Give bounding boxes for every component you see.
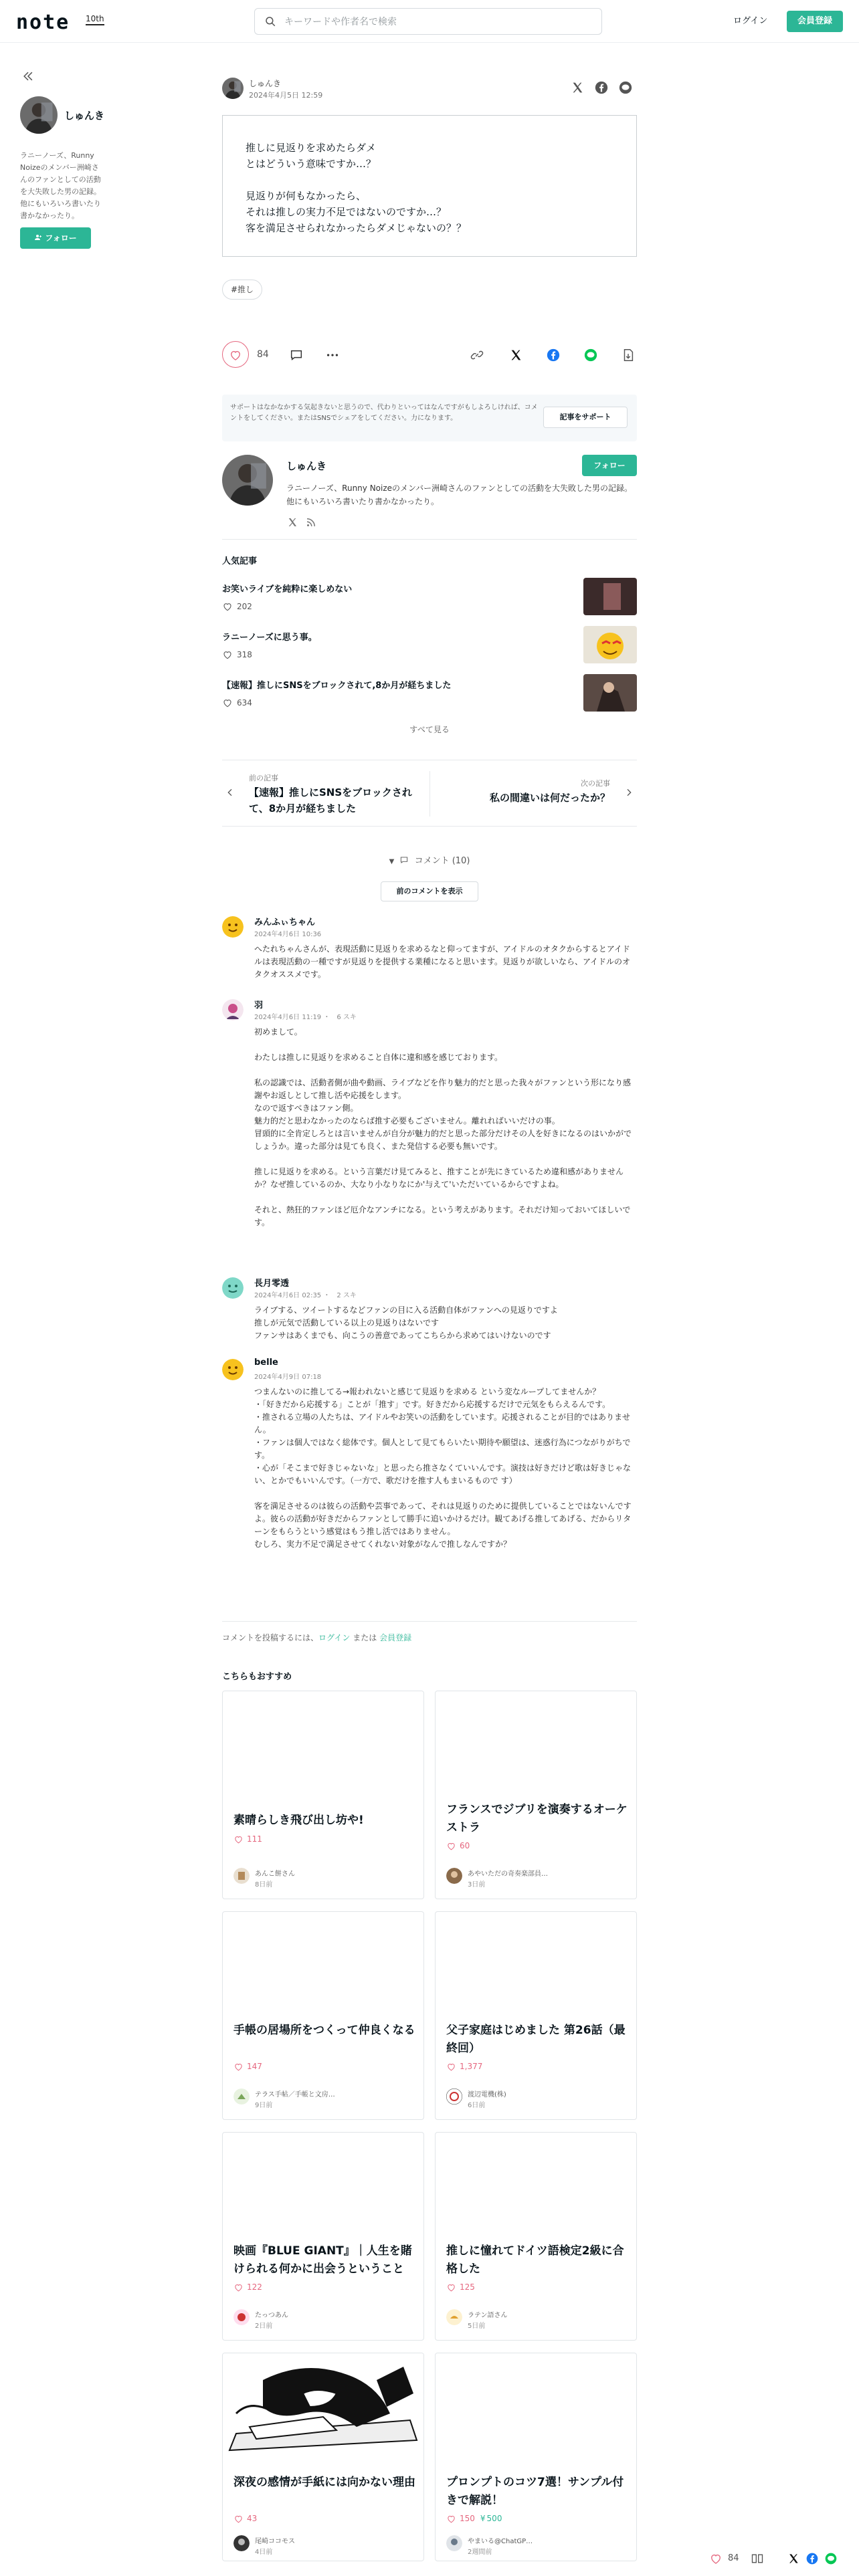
recommend-title: こちらもおすすめ: [222, 1672, 292, 1682]
avatar[interactable]: [222, 1359, 244, 1380]
comment-body: つまんないのに推してる→報われないと感じて見返りを求める という変なループしてませんか？ ・「好きだから応援する」ことが「推す」です。好きだから応援するだけで元気をもらえるんです。 ・推される立場の人たちは、アイドルやお笑いの活動をしています。応援されることが目的ではありません。 ・ファンは個人ではなく総体です。個人として見てもらいたい期待や願望は、迷惑行為につながりがちです。 ・心が「そこまで好きじゃないな」と思ったら推さなくていいんです。演技は好きだけど歌は好きじゃない、とかでもいいんです。（一方で、歌だけを推す人もまいるもので す） 客を満足させるのは彼らの活動や芸事であって、それは見返りのために提供していることではないんですよ。彼らの活動が好きだからファンとして勝手に追いかけるだけ。観てあげる推してあげる、だからリターンをもらうという感覚はもう推し活ではありません。 むしろ、実力不足で満足させてくれない対象がなんで推しなんですか？: [254, 1387, 632, 1549]
divider: [222, 539, 637, 540]
card-author[interactable]: 渡辺電機(株): [468, 2091, 506, 2099]
popular-item-thumbnail[interactable]: [583, 626, 637, 663]
avatar[interactable]: [222, 455, 273, 506]
post-header: [222, 75, 637, 102]
card-like-count: 1,377: [460, 2062, 483, 2071]
card-time: 4日前: [255, 2549, 273, 2556]
heart-icon: [233, 2514, 244, 2524]
next-article-title[interactable]: 私の間違いは何だったか？: [489, 792, 610, 804]
comments-toggle[interactable]: [222, 853, 637, 866]
facebook-share-icon[interactable]: [805, 2552, 819, 2565]
next-article-label: 次の記事: [581, 779, 610, 788]
comment-meta: 2024年4月6日 02:35 ・ 2 スキ: [254, 1292, 357, 1299]
avatar[interactable]: [233, 1868, 250, 1884]
comment-login-note: [222, 1632, 411, 1643]
more-icon[interactable]: [325, 348, 340, 362]
card-like-count: 60: [460, 1841, 470, 1850]
popular-item-likes: [222, 698, 252, 708]
card-likes: [446, 2062, 482, 2071]
article-navigation: [222, 760, 637, 827]
popular-item-title[interactable]: お笑いライブを純粋に楽しめない: [222, 584, 353, 595]
card-author[interactable]: 尾崎ココモス: [255, 2538, 295, 2545]
heart-icon: [446, 1841, 456, 1851]
heart-icon: [222, 697, 233, 708]
follow-button[interactable]: フォロー: [582, 455, 637, 476]
person-plus-icon: [34, 233, 42, 241]
signup-link[interactable]: 会員登録: [379, 1633, 412, 1642]
card-title[interactable]: プロンプトのコツ7選！サンプル付きで解説！: [446, 2476, 624, 2507]
search-input[interactable]: [284, 14, 592, 30]
comment-item: [222, 1358, 637, 1618]
save-icon[interactable]: [621, 348, 636, 362]
card-title[interactable]: 手帳の居場所をつくって仲良くなる: [233, 2024, 415, 2037]
chevron-left-icon[interactable]: [225, 787, 235, 798]
card-illustration[interactable]: [223, 2353, 423, 2454]
card-price-icon: ¥: [480, 2514, 486, 2523]
heart-icon: [233, 2282, 244, 2292]
comment-item: [222, 998, 637, 1265]
line-share-icon[interactable]: [824, 2552, 838, 2565]
heart-icon: [233, 2062, 244, 2072]
card-likes: [446, 2514, 502, 2523]
avatar[interactable]: [20, 96, 58, 134]
card-author[interactable]: やまいる@ChatGP…: [468, 2538, 533, 2545]
popular-item[interactable]: [222, 626, 637, 667]
line-share-icon[interactable]: [583, 348, 598, 362]
heart-icon: [446, 2062, 456, 2072]
floating-like-count: 84: [728, 2553, 739, 2563]
card-time: 5日前: [468, 2323, 486, 2330]
heart-icon: [446, 2282, 456, 2292]
avatar[interactable]: [222, 1277, 244, 1299]
popular-item-likes: [222, 602, 252, 611]
facebook-share-icon[interactable]: [594, 80, 609, 95]
author-card: [222, 452, 637, 532]
card-likes: [446, 2282, 475, 2292]
copy-link-icon[interactable]: [470, 348, 484, 362]
popular-item-title[interactable]: ラニーノーズに思う事。: [222, 633, 317, 643]
see-all-link[interactable]: すべて見る: [409, 725, 450, 734]
author-bio: ラニーノーズ、Runny Noizeのメンバー洲崎さんのファンとしての活動を大失敗した男の記録。 他にもいろいろ書いたり書かなかったり。: [286, 484, 632, 506]
follow-label: フォロー: [45, 233, 77, 243]
avatar[interactable]: [446, 2088, 462, 2105]
card-time: 6日前: [468, 2102, 486, 2109]
heart-icon: [229, 348, 242, 362]
creator-name[interactable]: しゅんき: [64, 110, 105, 122]
comment-meta: 2024年4月9日 07:18: [254, 1374, 322, 1381]
popular-item-thumbnail[interactable]: [583, 578, 637, 615]
popular-item-like-count: 202: [237, 602, 252, 611]
heart-icon[interactable]: [709, 2552, 723, 2565]
card-author[interactable]: テラス手帖／手帳と文房…: [255, 2091, 335, 2099]
recommend-card[interactable]: [435, 1691, 637, 1899]
card-like-count: 122: [247, 2282, 262, 2292]
support-message: サポートはなかなかする気起きないと思うので、代わりといってはなんですがもしよろしければ、コメントをしてください。またはSNSでシェアをしてください。力になります。: [230, 404, 538, 422]
recommend-card[interactable]: [435, 2353, 637, 2561]
comment-author[interactable]: belle: [254, 1358, 278, 1368]
signup-button[interactable]: 会員登録: [787, 11, 843, 32]
magazine-icon[interactable]: [751, 2552, 764, 2565]
card-time: 8日前: [255, 1881, 273, 1889]
card-author[interactable]: あんこ餅さん: [255, 1870, 295, 1878]
divider: [222, 1621, 637, 1622]
card-likes: [446, 1841, 470, 1850]
like-button[interactable]: [222, 341, 249, 368]
collapse-sidebar-icon[interactable]: [21, 70, 35, 83]
facebook-share-icon[interactable]: [546, 348, 561, 362]
comment-item: [222, 915, 637, 988]
comment-meta: 2024年4月6日 10:36: [254, 931, 322, 938]
card-title[interactable]: 素晴らしき飛び出し坊や!: [233, 1814, 364, 1827]
comment-icon: [399, 855, 409, 865]
support-box: [222, 395, 637, 441]
popular-item-title[interactable]: 【速報】推しにSNSをブロックされて,8か月が経ちました: [222, 681, 452, 691]
prev-article-title[interactable]: 【速報】推しにSNSをブロックされて、8か月が経ちました: [249, 786, 412, 815]
heart-icon: [222, 601, 233, 612]
prev-article-label: 前の記事: [249, 774, 278, 782]
popular-item[interactable]: [222, 674, 637, 716]
card-time: 2週間前: [468, 2549, 492, 2556]
login-button[interactable]: ログイン: [733, 16, 768, 26]
search-box[interactable]: [254, 8, 602, 35]
post-author[interactable]: しゅんき: [249, 79, 282, 88]
author-name[interactable]: しゅんき: [286, 460, 327, 472]
post-body: [222, 115, 637, 257]
card-time: 3日前: [468, 1881, 486, 1889]
line-share-icon[interactable]: [618, 80, 633, 95]
popular-item-likes: [222, 650, 252, 659]
card-like-count: 43: [247, 2514, 258, 2523]
creator-bio: ラニーノーズ、Runny Noizeのメンバー洲崎さんのファンとしての活動を大失敗した男の記録。 他にもいろいろ書いたり書かなかったり。: [20, 151, 101, 220]
comment-item: [222, 1276, 637, 1350]
card-title[interactable]: 深夜の感情が手紙には向かない理由: [233, 2476, 415, 2489]
card-author[interactable]: たっつあん: [255, 2312, 288, 2319]
card-title[interactable]: フランスでジブリを演奏するオーケストラ: [446, 1803, 628, 1834]
comment-icon[interactable]: [289, 348, 304, 362]
avatar[interactable]: [446, 2309, 462, 2325]
show-previous-comments-button[interactable]: 前のコメントを表示: [381, 881, 478, 901]
card-author[interactable]: ラテン語さん: [468, 2312, 508, 2319]
avatar[interactable]: [446, 1868, 462, 1884]
follow-button[interactable]: [20, 227, 91, 249]
login-link[interactable]: ログイン: [318, 1633, 351, 1642]
anniversary-badge: 10th: [86, 13, 104, 25]
recommend-card[interactable]: [435, 2132, 637, 2341]
comment-author[interactable]: 羽: [254, 1000, 264, 1010]
heart-icon: [446, 2514, 456, 2524]
card-title[interactable]: 映画『BLUE GIANT』｜人生を賭けられる何かに出会うということ: [233, 2244, 412, 2276]
comment-author[interactable]: みんふぃちゃん: [254, 918, 316, 928]
recommend-card[interactable]: [222, 2353, 424, 2561]
login-note-prefix: コメントを投稿するには、: [222, 1633, 319, 1642]
floating-action-bar: [702, 2548, 859, 2569]
avatar[interactable]: [233, 2535, 250, 2551]
login-note-middle: または: [350, 1633, 380, 1642]
card-price: 500: [486, 2514, 502, 2523]
card-title[interactable]: 推しに憧れてドイツ語検定2級に合格した: [446, 2244, 624, 2276]
popular-item[interactable]: [222, 578, 637, 619]
avatar[interactable]: [233, 2309, 250, 2325]
like-count: 84: [257, 349, 269, 360]
support-button[interactable]: 記事をサポート: [543, 407, 628, 428]
post-text: 推しに見返りを求めたらダメ とはどういう意味ですか…？ 見返りが何もなかったら、 それは推しの実力不足ではないのですか…？ 客を満足させられなかったらダメじゃないの？？: [246, 142, 467, 234]
card-time: 9日前: [255, 2102, 273, 2109]
popular-title: 人気記事: [222, 556, 258, 566]
heart-icon: [233, 1834, 244, 1844]
avatar[interactable]: [446, 2535, 462, 2551]
comment-author[interactable]: 長月零透: [254, 1279, 290, 1289]
comment-meta: 2024年4月6日 11:19 ・ 6 スキ: [254, 1014, 357, 1021]
site-header: [0, 0, 859, 43]
card-time: 2日前: [255, 2323, 273, 2330]
comment-body: 初めまして。 わたしは推しに見返りを求めること自体に違和感を感じております。 私の認識では、活動者側が曲や動画、ライブなどを作り魅力的だと思った我々がファンという形になり感謝やお返しとして推し活や応援をします。 なので返すべきはファン側。 魅力的だと思わなかったのならば推す必要もございません。離れればいいだけの事。 冒頭的に全肯定しろとは言いませんが自分が魅力的だと思った部分だけその人を好きになるのはいかがでしょうか。違った部分は見ても良く、また発信する必要も無いです。 推しに見返りを求める。という言葉だけ見てみると、推すことが先にきているため違和感がありませんか？なぜ推しているのか、大なり小なりなにか'与えて'いただいているからですよね。 それと、熱狂的ファンほど厄介なアンチになる。という考えがあります。それだけ知っておいてほしいです。: [254, 1027, 632, 1227]
recommend-card[interactable]: [435, 1911, 637, 2120]
card-likes: [233, 2282, 262, 2292]
post-date: 2024年4月5日 12:59: [249, 91, 323, 100]
avatar[interactable]: [233, 2088, 250, 2105]
hashtag[interactable]: #推し: [222, 280, 262, 300]
card-title[interactable]: 父子家庭はじめました 第26話（最終回）: [446, 2024, 626, 2055]
popular-item-thumbnail[interactable]: [583, 674, 637, 712]
card-like-count: 111: [247, 1834, 262, 1844]
avatar[interactable]: [222, 916, 244, 938]
avatar[interactable]: [222, 78, 244, 99]
card-likes: [233, 2062, 262, 2071]
x-share-icon[interactable]: [787, 2552, 800, 2565]
card-like-count: 147: [247, 2062, 262, 2071]
chevron-right-icon[interactable]: [624, 787, 634, 798]
card-author[interactable]: あやいただの奇奏楽部員…: [468, 1870, 548, 1878]
card-like-count: 125: [460, 2282, 475, 2292]
comments-count-label: コメント (10): [414, 856, 470, 866]
card-like-count: 150: [460, 2514, 475, 2523]
x-share-icon[interactable]: [508, 348, 523, 362]
popular-item-like-count: 634: [237, 698, 252, 708]
heart-icon: [222, 649, 233, 660]
recommend-card[interactable]: [222, 1911, 424, 2120]
comment-body: へたれちゃんさんが、表現活動に見返りを求めるなと仰ってますが、アイドルのオタクからするとアイドルは表現活動の一種ですが見返りを提供する業種になると思います。見返りが欲しいなら、アイドルのオタクオススメです。: [254, 944, 630, 979]
caret-down-icon: ▼: [389, 858, 395, 865]
note-logo[interactable]: note: [16, 11, 70, 34]
recommend-card[interactable]: [222, 2132, 424, 2341]
avatar[interactable]: [222, 999, 244, 1021]
rss-icon[interactable]: [305, 516, 317, 528]
action-bar: [222, 341, 637, 370]
popular-item-like-count: 318: [237, 650, 252, 659]
x-share-icon[interactable]: [570, 80, 585, 95]
card-likes: [233, 2514, 257, 2523]
comment-body: ライブする、ツイートするなどファンの目に入る活動自体がファンへの見返りですよ 推しが元気で活動している以上の見返りはないです ファンサはあくまでも、向こうの善意であってこちらから求めてはいけないのです: [254, 1305, 558, 1340]
search-icon: [264, 15, 276, 27]
recommend-card[interactable]: [222, 1691, 424, 1899]
x-profile-icon[interactable]: [286, 516, 298, 528]
card-likes: [233, 1834, 262, 1844]
